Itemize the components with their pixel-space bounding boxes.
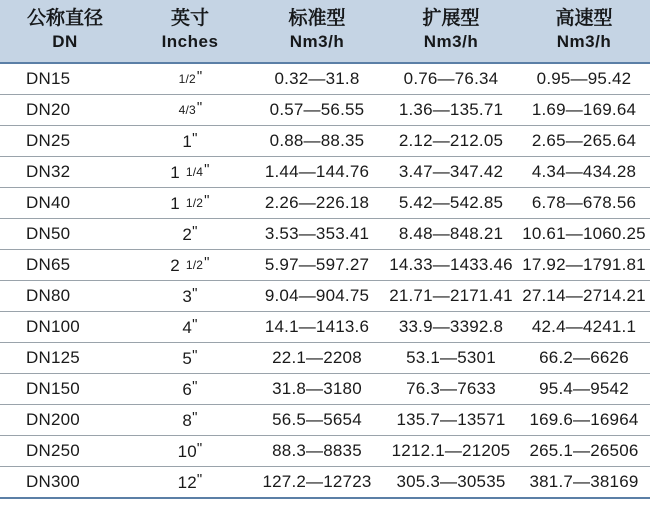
table-header (0, 0, 650, 63)
cell-nominal-diameter: DN80 (0, 281, 130, 312)
column-header-extended (384, 0, 518, 63)
column-header-standard (250, 0, 384, 63)
cell-standard: 31.8—3180 (250, 374, 384, 405)
cell-nominal-diameter: DN250 (0, 436, 130, 467)
cell-highspeed: 381.7—38169 (518, 467, 650, 499)
cell-inches: 2 1/2" (130, 250, 250, 281)
cell-extended: 14.33—1433.46 (384, 250, 518, 281)
table-row (0, 436, 650, 467)
table-row (0, 343, 650, 374)
table-row (0, 63, 650, 95)
cell-standard: 56.5—5654 (250, 405, 384, 436)
cell-inches: 5" (130, 343, 250, 374)
header-title: 扩展型 (422, 8, 480, 29)
cell-extended: 53.1—5301 (384, 343, 518, 374)
header-row (0, 0, 650, 63)
cell-inches: 3" (130, 281, 250, 312)
cell-extended: 3.47—347.42 (384, 157, 518, 188)
cell-extended: 2.12—212.05 (384, 126, 518, 157)
header-title: 英寸 (170, 8, 209, 29)
cell-extended: 76.3—7633 (384, 374, 518, 405)
table-row (0, 126, 650, 157)
cell-highspeed: 10.61—1060.25 (518, 219, 650, 250)
cell-highspeed: 17.92—1791.81 (518, 250, 650, 281)
table-row (0, 157, 650, 188)
cell-highspeed: 4.34—434.28 (518, 157, 650, 188)
cell-standard: 127.2—12723 (250, 467, 384, 499)
cell-nominal-diameter: DN20 (0, 95, 130, 126)
header-title: 标准型 (288, 8, 346, 29)
cell-inches: 6" (130, 374, 250, 405)
cell-inches: 2" (130, 219, 250, 250)
cell-nominal-diameter: DN15 (0, 63, 130, 95)
table-row (0, 374, 650, 405)
table-row (0, 312, 650, 343)
cell-extended: 1212.1—21205 (384, 436, 518, 467)
cell-inches: 4/3" (130, 95, 250, 126)
cell-standard: 0.32—31.8 (250, 63, 384, 95)
cell-highspeed: 0.95—95.42 (518, 63, 650, 95)
cell-highspeed: 27.14—2714.21 (518, 281, 650, 312)
column-header-inches (130, 0, 250, 63)
cell-highspeed: 66.2—6626 (518, 343, 650, 374)
table-row (0, 188, 650, 219)
cell-extended: 5.42—542.85 (384, 188, 518, 219)
cell-inches: 12" (130, 467, 250, 499)
cell-inches: 1/2" (130, 63, 250, 95)
cell-standard: 22.1—2208 (250, 343, 384, 374)
cell-highspeed: 2.65—265.64 (518, 126, 650, 157)
cell-highspeed: 1.69—169.64 (518, 95, 650, 126)
cell-extended: 8.48—848.21 (384, 219, 518, 250)
table-row (0, 250, 650, 281)
cell-nominal-diameter: DN50 (0, 219, 130, 250)
cell-standard: 2.26—226.18 (250, 188, 384, 219)
cell-inches: 4" (130, 312, 250, 343)
cell-extended: 305.3—30535 (384, 467, 518, 499)
cell-nominal-diameter: DN125 (0, 343, 130, 374)
cell-nominal-diameter: DN200 (0, 405, 130, 436)
cell-standard: 14.1—1413.6 (250, 312, 384, 343)
table-row (0, 95, 650, 126)
cell-nominal-diameter: DN150 (0, 374, 130, 405)
cell-nominal-diameter: DN25 (0, 126, 130, 157)
column-header-highspeed (518, 0, 650, 63)
cell-extended: 0.76—76.34 (384, 63, 518, 95)
cell-nominal-diameter: DN32 (0, 157, 130, 188)
cell-extended: 1.36—135.71 (384, 95, 518, 126)
cell-inches: 8" (130, 405, 250, 436)
table-body (0, 63, 650, 498)
cell-standard: 9.04—904.75 (250, 281, 384, 312)
header-unit: Nm3/h (556, 32, 612, 52)
cell-extended: 21.71—2171.41 (384, 281, 518, 312)
cell-nominal-diameter: DN100 (0, 312, 130, 343)
cell-highspeed: 169.6—16964 (518, 405, 650, 436)
cell-standard: 0.88—88.35 (250, 126, 384, 157)
cell-highspeed: 95.4—9542 (518, 374, 650, 405)
header-unit: Nm3/h (289, 32, 345, 52)
table-row (0, 281, 650, 312)
cell-inches: 1 1/4" (130, 157, 250, 188)
cell-highspeed: 6.78—678.56 (518, 188, 650, 219)
cell-inches: 1 1/2" (130, 188, 250, 219)
cell-nominal-diameter: DN300 (0, 467, 130, 499)
cell-standard: 0.57—56.55 (250, 95, 384, 126)
cell-nominal-diameter: DN40 (0, 188, 130, 219)
header-title: 高速型 (555, 8, 613, 29)
column-header-nominal-diameter (0, 0, 130, 63)
cell-standard: 1.44—144.76 (250, 157, 384, 188)
cell-extended: 33.9—3392.8 (384, 312, 518, 343)
cell-highspeed: 265.1—26506 (518, 436, 650, 467)
table-row (0, 219, 650, 250)
cell-highspeed: 42.4—4241.1 (518, 312, 650, 343)
cell-inches: 10" (130, 436, 250, 467)
header-unit: Inches (161, 32, 219, 52)
header-title: 公称直径 (26, 8, 103, 29)
cell-standard: 5.97—597.27 (250, 250, 384, 281)
cell-inches: 1" (130, 126, 250, 157)
cell-nominal-diameter: DN65 (0, 250, 130, 281)
table-row (0, 467, 650, 499)
table-row (0, 405, 650, 436)
cell-extended: 135.7—13571 (384, 405, 518, 436)
cell-standard: 88.3—8835 (250, 436, 384, 467)
header-unit: Nm3/h (423, 32, 479, 52)
header-unit: DN (52, 32, 78, 52)
cell-standard: 3.53—353.41 (250, 219, 384, 250)
